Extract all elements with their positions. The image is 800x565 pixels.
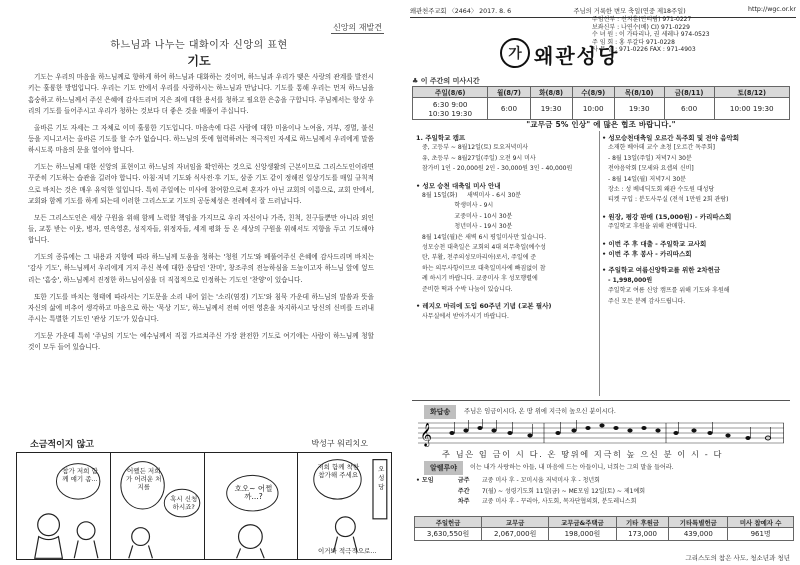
news-title: • 이번 주 후 대출 - 주일학교 교사회 — [602, 239, 707, 248]
article-paragraph: 기도의 종류에는 그 내용과 지향에 따라 하느님께 도움을 청하는 '청원 기도'와 베풀어주신 은혜에 감사드리며 바치는 '감사 기도', 하느님께서 우리에게 거저 주신 복에 대한 응답인 '찬미', 창조주의 전능하심을 드높이고자 하느님 앞에 엎드리는 '흠숭', 하느님께서 진정한 하느님이심을 더 직접적으로 인정하는 기도인 '찬양'이 있습니다. — [28, 253, 374, 284]
mass-time: 19:30 — [614, 98, 664, 120]
comic-bubble-1: 참가 저희 함께 얘기 좀... — [62, 467, 98, 483]
comic-bubble-4: 저희 함께 착한 참가해 주세요 — [317, 463, 360, 479]
news-line: - 1,998,000원 — [608, 276, 653, 284]
svg-text:𝄞: 𝄞 — [420, 422, 432, 446]
news-line: 교중미사 - 10시 30분 — [422, 212, 513, 220]
news-line: 주일학교 후원을 위해 판매합니다. — [608, 223, 697, 231]
news-title: • 주일학교 여름신앙학교를 위한 2차헌금 — [602, 266, 721, 275]
mass-day: 목(8/10) — [614, 87, 664, 98]
music-staff — [418, 419, 784, 447]
offering-value: 3,630,550원 — [415, 528, 482, 541]
meetings-label: • 모임 — [416, 477, 434, 484]
news-line: 중, 고등부 ~ 8월12일(토) 토요저녁미사 — [422, 144, 529, 152]
article-paragraph: 모든 그리스도인은 세상 구원을 위해 함께 노력할 책임을 가지므로 우리 자신이나 가족, 친척, 친구들뿐만 아니라 외인들, 교통 받는 이웃, 병자, 연옥영혼, 성직자들, 위정자들, 세계 평화 등 온 세상의 구원을 위해서도 지향을 두고 기도해야 합니다. — [28, 213, 374, 245]
offering-header: 주일헌금 — [415, 517, 482, 528]
news-line: - 8월 13일(주일) 저녁7시 30분 — [608, 154, 692, 162]
meeting-day: 차주 — [457, 498, 470, 505]
news-title: • 성모승천대축일 오르간 독주회 및 전야 음악회 — [602, 134, 740, 142]
logo-text: 왜관성당 — [534, 44, 620, 68]
article-paragraph: 또한 기도를 바치는 형태에 따라서는 기도문을 소리 내어 읽는 '소리(염경) 기도'와 침묵 가운데 하느님의 말씀과 뜻을 자신의 삶에 비추어 생각하고 마음으로 하는 '묵상 기도', 하느님께서 전혀 어떤 영혼을 차지하시고 당신의 신비를 드러내 주시는 특별한 기도인 '관상 기도'가 있습니다. — [28, 292, 374, 324]
article-body — [28, 72, 374, 359]
mass-time: 6:00 — [488, 98, 530, 120]
offering-header-row — [415, 517, 794, 528]
series-tag: 신앙의 재발견 — [333, 23, 382, 32]
parish-logo — [500, 38, 650, 68]
meeting-text: 교중 미사 후 - 꾸리아, 사도회, 목자단협의회, 분도레니스회 — [481, 498, 637, 505]
meeting-row — [416, 487, 796, 498]
article-paragraph: 기도는 우리의 마음을 하느님께로 향하게 하여 하느님과 대화하는 것이며, 하느님과 우리가 맺은 사랑의 관계를 발전시키는 훌륭한 방법입니다. 우리는 기도 안에서 우리를 사랑하시는 하느님과 만납니다. 기도를 통해 우리는 먼저 하느님을 흠숭하고 하느님께서 주신 은혜에 감사드리며 지은 죄에 대한 용서를 청하고 필요한 은총을 구합니다. 주님께서는 항상 우리의 기도를 들어주시고 우리가 청하는 것보다 더 좋은 것을 베풀어 주십니다. — [28, 73, 374, 115]
contact-line: 보좌신부 : 나연수(베) CI) 971-0229 — [592, 23, 690, 31]
contact-line: 주임신부 : 선지훈(안티팜) 971-0227 — [592, 16, 692, 23]
psalm-section — [412, 400, 790, 472]
news-divider — [599, 131, 600, 396]
meeting-day: 금주 — [457, 477, 470, 484]
tithe-banner: "교무금 5% 인상" 에 많은 협조 바랍니다." — [526, 120, 676, 129]
right-page — [402, 0, 800, 565]
offering-header: 기타 후원금 — [616, 517, 669, 528]
offering-value-row — [415, 528, 794, 541]
comic-panel-2 — [111, 453, 205, 559]
mass-day: 화(8/8) — [530, 87, 572, 98]
news-line: 탄, 부활, 천주의성모마리아)로서, 주일에 준 — [422, 254, 537, 262]
psalm-response: 주님은 임금이시다, 온 땅 위에 지극히 높으신 분이시다. — [464, 408, 616, 415]
offering-table — [414, 516, 794, 541]
logo-mark-icon: 가 — [500, 38, 530, 68]
comic-bubble-2b: 혹시 신청하시죠? — [170, 495, 198, 511]
mass-time: 6:30 9:00 10:30 19:30 — [413, 98, 488, 120]
meetings-section — [416, 476, 796, 508]
article-title: 기도 — [187, 54, 211, 68]
mass-day: 주일(8/6) — [413, 87, 488, 98]
meeting-text: 7(월) ~ 성령기도회 11일(금) ~ ME모임 12일(토) ~ 제1예회 — [481, 487, 646, 495]
comic-credit: 박성구 워리치오 — [311, 439, 368, 448]
news-title: 1. 주일학교 캠프 — [416, 134, 466, 142]
news-line: 학생미사 - 9시 — [422, 202, 494, 210]
comic-panel-3 — [205, 453, 299, 559]
mass-day: 토(8/12) — [714, 87, 789, 98]
news-line: 참가비 1인 - 20,000원 2인 - 30,000원 3인 - 40,000원 — [422, 165, 573, 173]
news-title: • 레지오 마리에 도입 60주년 기념 (교본 필사) — [416, 302, 552, 311]
offering-value: 439,000 — [669, 528, 728, 541]
comic-sign: 오 성 당 — [378, 465, 385, 491]
contact-line: 사 무 실 : 971-0226 FAX : 971-4903 — [592, 46, 696, 54]
psalm-badge: 화답송 — [424, 405, 456, 419]
news-line: 청년미사 - 19시 30분 — [422, 223, 513, 231]
alleluia-verse: 이는 내가 사랑하는 아들, 내 마음에 드는 아들이니, 너희는 그의 말을 들어라. — [470, 464, 674, 471]
article-paragraph: 기도는 하느님께 대한 신앙의 표현이고 하느님의 자녀임을 확인하는 것으로 신앙생활의 근본이므로 그리스도인이라면 꾸준히 기도하는 습관을 길러야 합니다. 아침·저녁 기도와 식사전·후 기도, 삼종 기도 같이 정해진 일상기도를 매일 규칙적으로 바치는 것은 매우 유익한 일입니다. 특히 주일에는 미사에 참여함으로써 혼자가 아닌 교회의 이름으로, 교회 안에서, 교회와 함께 기도를 하게 되는데 이러한 그리스도교 기도의 공동체성은 전례에서 잘 드러납니다. — [28, 163, 374, 205]
article-paragraph: 기도문 가운데 특히 '주님의 기도'는 예수님께서 직접 가르쳐주신 가장 완전한 기도로 여기에는 사람이 하느님께 청할 것이 모두 들어 있습니다. — [28, 331, 374, 352]
website-link[interactable]: http://wgc.or.kr — [747, 6, 796, 13]
meeting-row — [416, 476, 796, 487]
mass-time: 6:00 — [664, 98, 714, 120]
psalm-lyrics: 주 님은 임 금이 시 다. 온 땅위에 지극히 높 으신 분 이 시 - 다 — [442, 449, 723, 459]
article-paragraph: 올바른 기도 자세는 그 자체로 이미 훌륭한 기도입니다. 마음속에 다른 사람에 대한 미움이나 노여움, 거부, 경멸, 불신 등을 지니고서는 올바른 기도를 할 수가 없습니다. 하느님의 뜻에 협력하려는 적극적인 자세로 하느님께서 우리에게 말씀하시도록 마음의 문을 열어야 합니다. — [28, 123, 374, 155]
left-page — [0, 0, 398, 565]
mass-schedule-table — [412, 86, 790, 120]
news-line: 8월 14일(월)은 새벽 6시 평일미사만 있습니다. — [422, 233, 547, 241]
issue-info: 왜관천주교회 〈2464〉 2017. 8. 6 — [410, 8, 512, 15]
comic-title: 소금적이지 않고 — [30, 440, 94, 450]
news-line: - 8월 14일(월) 저녁7시 30분 — [608, 175, 686, 183]
footer-note: 그리스도의 참은 사도, 청소년과 청년 — [685, 554, 790, 562]
offering-header: 교무금 — [482, 517, 549, 528]
alleluia-badge: 알렐루야 — [424, 461, 463, 475]
news-line: 장소 : 성 베네딕도회 왜관 수도원 대성당 — [608, 186, 715, 194]
contact-line: 주 임 회 : 홍 루갈다 971-0228 — [592, 38, 675, 46]
news-line: 소재한 베아데 교수 초청 [오르간 독주회] — [608, 144, 715, 152]
offering-value: 961명 — [728, 528, 794, 541]
comic-panel-1 — [17, 453, 111, 559]
news-title: • 이번 주 후 봉사 - 카리따스회 — [602, 250, 692, 259]
mass-day: 수(8/9) — [572, 87, 614, 98]
offering-value: 198,000원 — [549, 528, 616, 541]
meeting-text: 교중 미사 후 - 꼬미시움 저녁미사 후 - 청년회 — [481, 477, 600, 484]
news-line: 례 하시기 바랍니다. 교중미사 후 성모행렬에 — [422, 275, 538, 283]
feast-name: 주님의 거룩한 변모 축일(연중 제18주일) — [573, 8, 686, 15]
news-line: 주신 모든 분께 감사드립니다. — [608, 297, 686, 305]
mass-time: 10:00 — [572, 98, 614, 120]
news-line: 전야음악회 [모세와 요셉의 신비] — [608, 165, 694, 173]
mass-days-row — [413, 87, 790, 98]
mass-schedule-label: ♣ 이 주간의 미사시간 — [412, 77, 480, 85]
comic-panel-4 — [298, 453, 391, 559]
news-column-right — [602, 133, 794, 307]
comic-bubble-2: 어쨌든 저희가 어려운 처지를 — [125, 467, 162, 491]
news-line: 8월 15일(화) 새벽미사 - 6시 30분 — [422, 192, 522, 200]
news-line: 유, 초등부 ~ 8월27일(주일) 오전 9시 미사 — [422, 154, 536, 162]
mass-day: 월(8/7) — [488, 87, 530, 98]
news-line: 사무실에서 받아가시기 바랍니다. — [422, 312, 509, 320]
article-header — [30, 36, 368, 69]
article-subtitle: 하느님과 나누는 대화이자 신앙의 표현 — [110, 40, 288, 51]
comic-strip — [16, 452, 392, 560]
offering-header: 미사 참예자 수 — [728, 517, 794, 528]
mass-time: 10:00 19:30 — [714, 98, 789, 120]
news-line: 성모승천 대축일은 교회의 4대 의무축일(예수성 — [422, 244, 546, 252]
comic-bubble-4b: 이거봐 적극적으로... — [318, 547, 377, 555]
offering-value: 173,000 — [616, 528, 669, 541]
offering-header: 기타특별헌금 — [669, 517, 728, 528]
contact-line: 수 녀 원 : 이 가타리나, 권 세레나 974-0523 — [592, 31, 710, 39]
offering-value: 2,067,000원 — [482, 528, 549, 541]
meeting-day: 주간 — [457, 487, 470, 495]
comic-header — [16, 437, 382, 451]
news-line: 주일학교 여름 신앙 캠프를 위해 기도와 후원해 — [608, 287, 730, 295]
mass-day: 금(8/11) — [664, 87, 714, 98]
news-line: 준비한 떡과 수박 나눔이 있습니다. — [422, 285, 513, 293]
mass-times-row — [413, 98, 790, 120]
comic-drawing-3 — [205, 453, 298, 559]
news-title: • 성모 승천 대축일 미사 안내 — [416, 181, 501, 190]
comic-bubble-3: 호오~ 어쩔까...? — [234, 484, 273, 501]
mass-time: 19:30 — [530, 98, 572, 120]
meeting-row — [416, 497, 796, 508]
news-column-left — [416, 133, 598, 322]
news-title: • 원장, 평강 판매 (15,000원) - 카리따스회 — [602, 212, 732, 221]
news-line: 티켓 구입 : 분도사무실 (전석 1만원 2회 관람) — [608, 196, 729, 204]
news-line: 하는 의무사항이므로 대축일미사에 빠짐없이 참 — [422, 264, 546, 272]
offering-header: 교무금&주택금 — [549, 517, 616, 528]
